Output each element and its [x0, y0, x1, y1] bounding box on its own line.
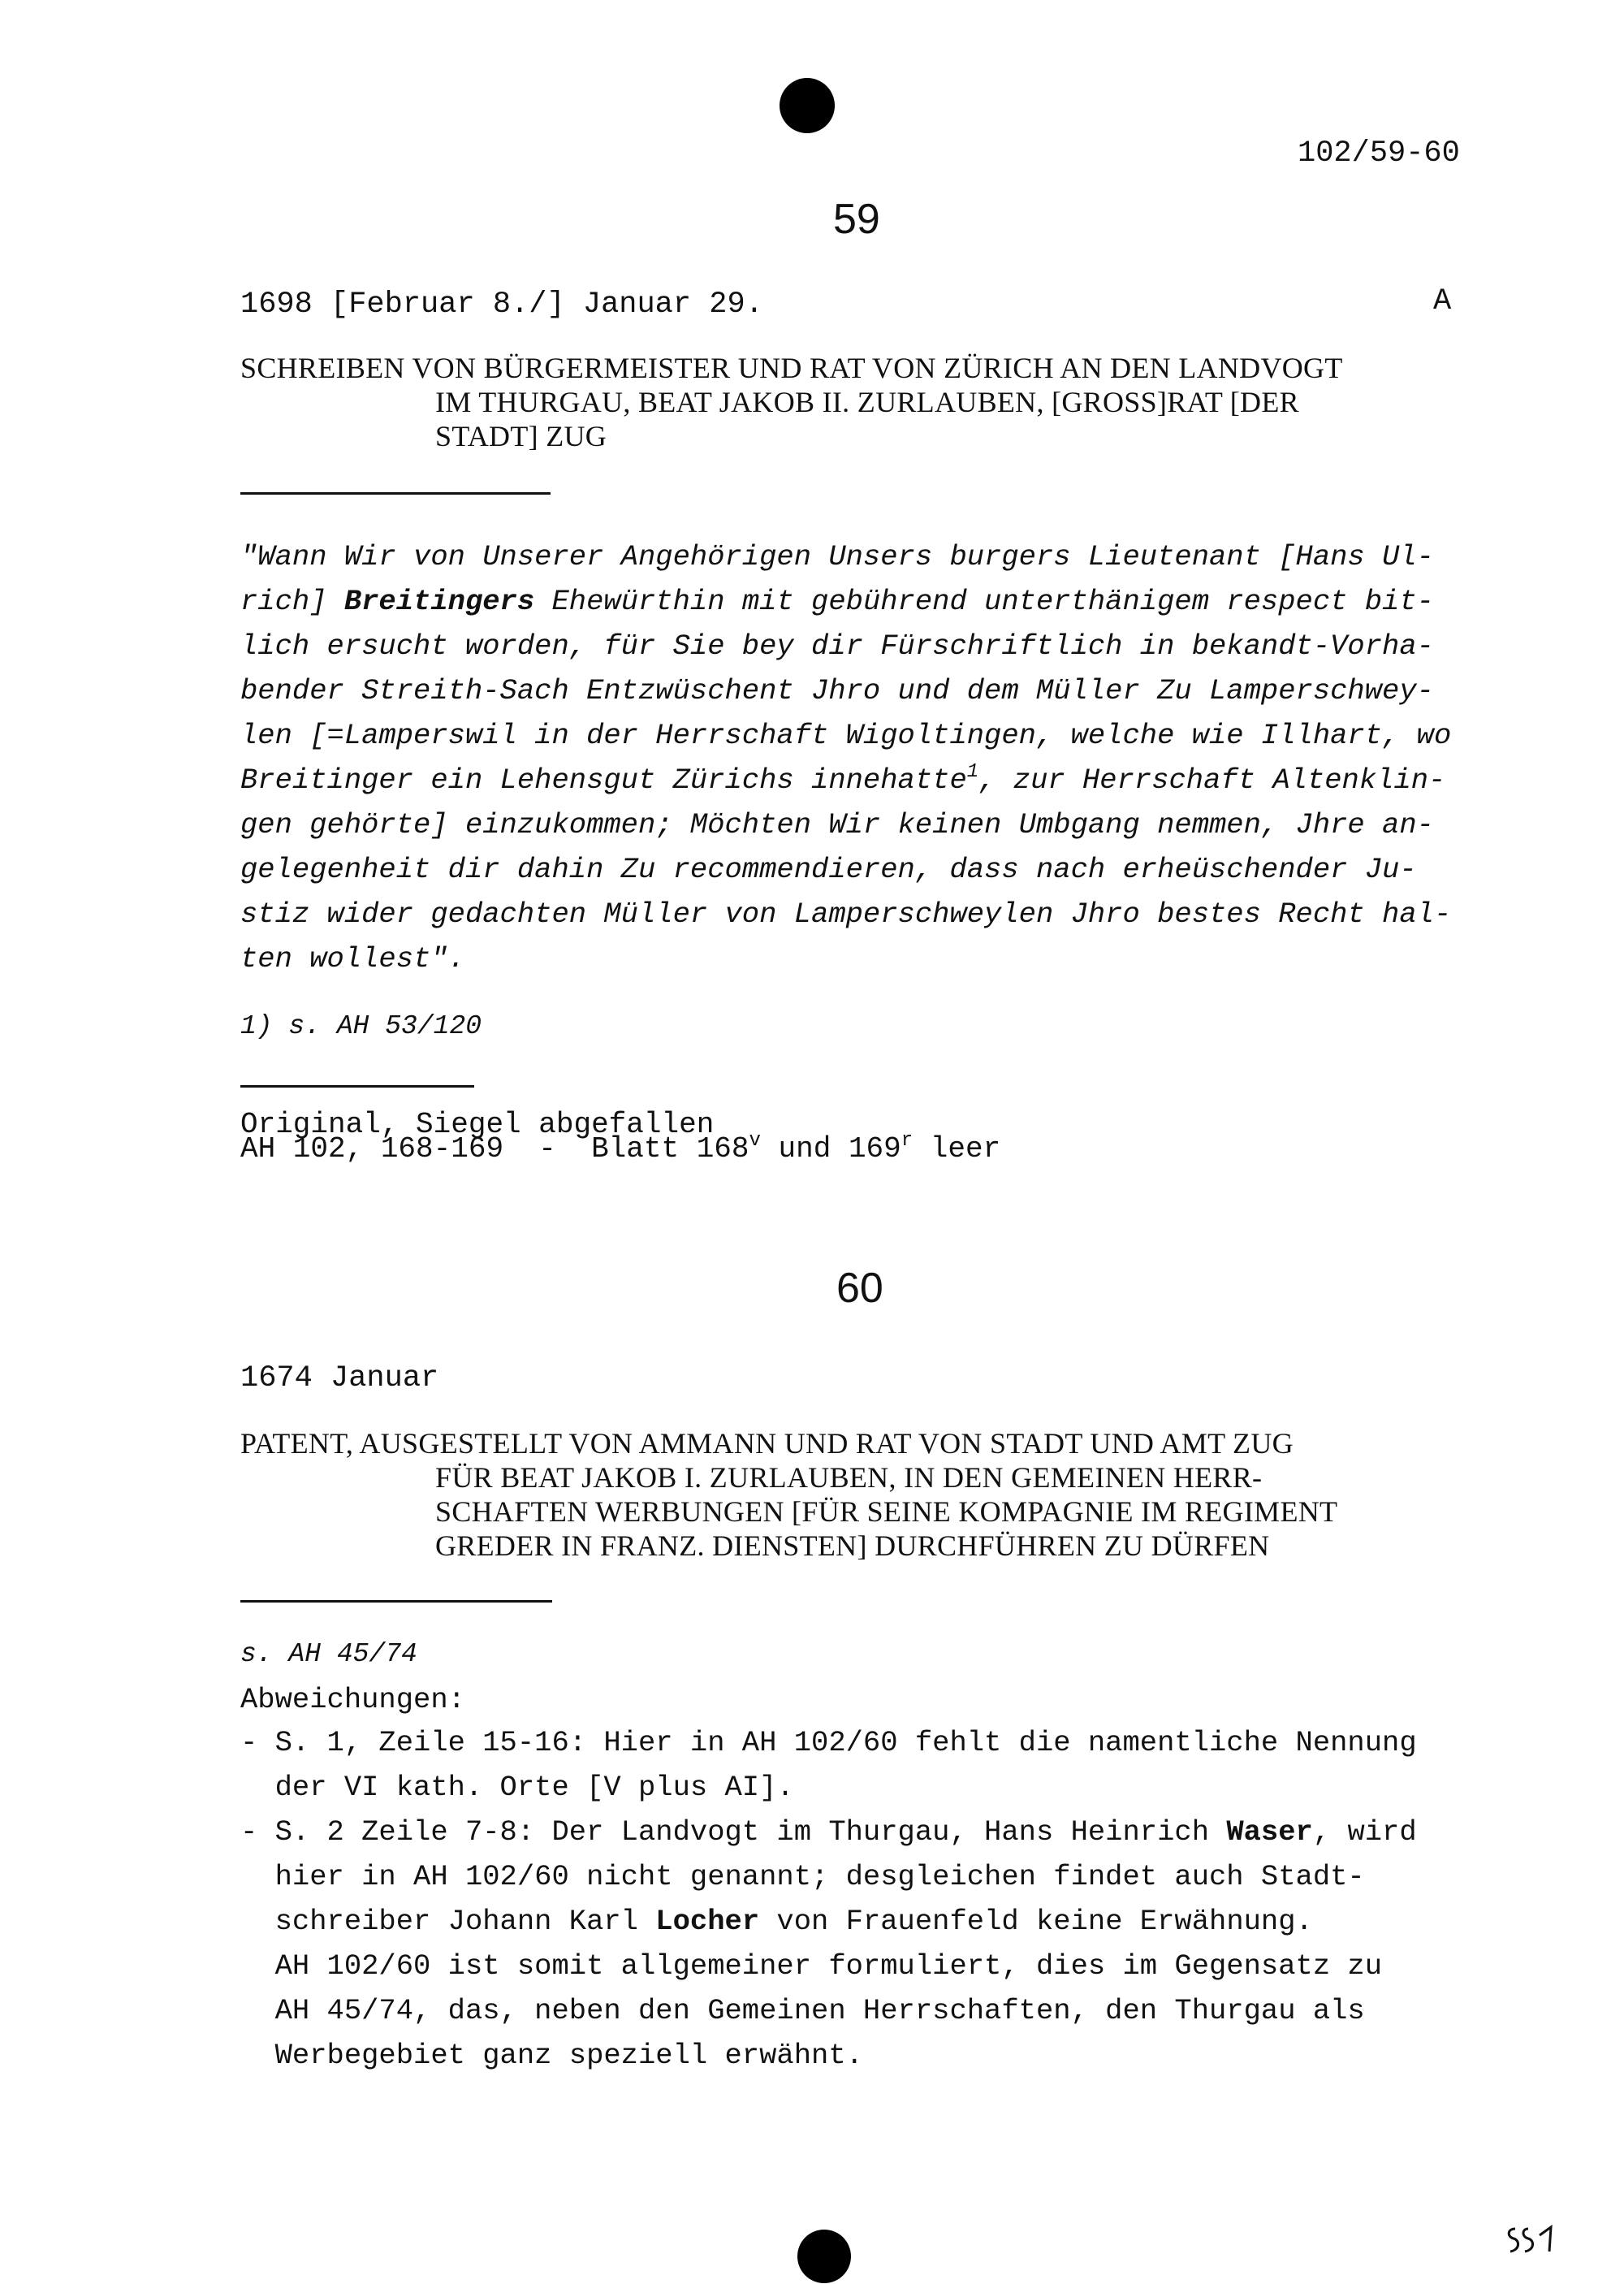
- reference: s. AH 45/74: [240, 1639, 417, 1669]
- document-date: 1674 Januar: [240, 1361, 439, 1395]
- name-locher: Locher: [655, 1905, 760, 1938]
- quote-line: rich] Breitingers Ehewürthin mit gebührend unterthänigem respect bit-: [240, 585, 1434, 618]
- divider-rule: [240, 1085, 474, 1088]
- list-item-line: hier in AH 102/60 nicht genannt; desgleichen findet auch Stadt-: [240, 1860, 1365, 1893]
- name-breitingers: Breitingers: [343, 585, 535, 618]
- quote-line: ten wollest".: [240, 942, 465, 975]
- document-title-line: SCHREIBEN VON BÜRGERMEISTER UND RAT VON ZÜRICH AN DEN LANDVOGT: [240, 352, 1343, 384]
- list-item-line: AH 102/60 ist somit allgemeiner formuliert, dies im Gegensatz zu: [240, 1949, 1383, 1983]
- punch-hole-bottom: [797, 2230, 851, 2283]
- abweichungen-label: Abweichungen:: [240, 1683, 465, 1716]
- footnote-marker: 1: [966, 761, 979, 783]
- document-title-line: IM THURGAU, BEAT JAKOB II. ZURLAUBEN, [GROSS]RAT [DER: [435, 386, 1299, 418]
- document-title-line: SCHAFTEN WERBUNGEN [FÜR SEINE KOMPAGNIE IM REGIMENT: [435, 1495, 1338, 1528]
- list-item-line: der VI kath. Orte [V plus AI].: [240, 1771, 794, 1804]
- quote-line: gelegenheit dir dahin Zu recommendieren, dass nach erheüschender Ju-: [240, 853, 1417, 886]
- handwritten-page-mark: [1504, 2224, 1562, 2256]
- quote-line: Breitinger ein Lehensgut Zürichs innehatte$^1$, zur Herrschaft Altenklin-: [240, 761, 1446, 797]
- quote-line: stiz wider gedachten Müller von Lamperschweylen Jhro bestes Recht hal-: [240, 898, 1452, 931]
- document-title-line: PATENT, AUSGESTELLT VON AMMANN UND RAT VON STADT UND AMT ZUG: [240, 1427, 1294, 1460]
- document-type-letter: A: [1433, 284, 1452, 318]
- divider-rule: [240, 1600, 552, 1603]
- list-item-line: schreiber Johann Karl Locher von Frauenfeld keine Erwähnung.: [240, 1905, 1313, 1938]
- page-reference: 102/59-60: [1298, 136, 1460, 171]
- name-waser: Waser: [1226, 1815, 1313, 1849]
- punch-hole-top: [780, 78, 835, 133]
- quote-line: len [=Lamperswil in der Herrschaft Wigoltingen, welche wie Illhart, wo: [240, 719, 1452, 752]
- document-number-59: 59: [833, 196, 880, 243]
- list-item-line: Werbegebiet ganz speziell erwähnt.: [240, 2039, 863, 2072]
- source-line: Original, Siegel abgefallen: [240, 1108, 715, 1141]
- quote-line: bender Streith-Sach Entzwüschent Jhro und dem Müller Zu Lamperschwey-: [240, 674, 1434, 707]
- document-date: 1698 [Februar 8./] Januar 29.: [240, 288, 763, 322]
- document-number-60: 60: [836, 1265, 883, 1312]
- quote-line: gen gehörte] einzukommen; Möchten Wir keinen Umbgang nemmen, Jhre an-: [240, 808, 1434, 841]
- list-item-line: AH 45/74, das, neben den Gemeinen Herrschaften, den Thurgau als: [240, 1994, 1365, 2027]
- source-line: AH 102, 168-169 - Blatt 168$^v$ und 169$^r$ leer: [240, 1130, 1001, 1166]
- document-title-line: GREDER IN FRANZ. DIENSTEN] DURCHFÜHREN ZU DÜRFEN: [435, 1529, 1270, 1562]
- quote-line: "Wann Wir von Unserer Angehörigen Unsers burgers Lieutenant [Hans Ul-: [240, 540, 1434, 573]
- quote-line: lich ersucht worden, für Sie bey dir Fürschriftlich in bekandt-Vorha-: [240, 629, 1434, 663]
- list-item-line: - S. 2 Zeile 7-8: Der Landvogt im Thurgau, Hans Heinrich Waser, wird: [240, 1815, 1417, 1849]
- divider-rule: [240, 492, 551, 495]
- document-title-line: STADT] ZUG: [435, 420, 607, 452]
- footnote: 1) s. AH 53/120: [240, 1011, 482, 1041]
- list-item-line: - S. 1, Zeile 15-16: Hier in AH 102/60 fehlt die namentliche Nennung: [240, 1726, 1417, 1759]
- document-title-line: FÜR BEAT JAKOB I. ZURLAUBEN, IN DEN GEMEINEN HERR-: [435, 1461, 1263, 1494]
